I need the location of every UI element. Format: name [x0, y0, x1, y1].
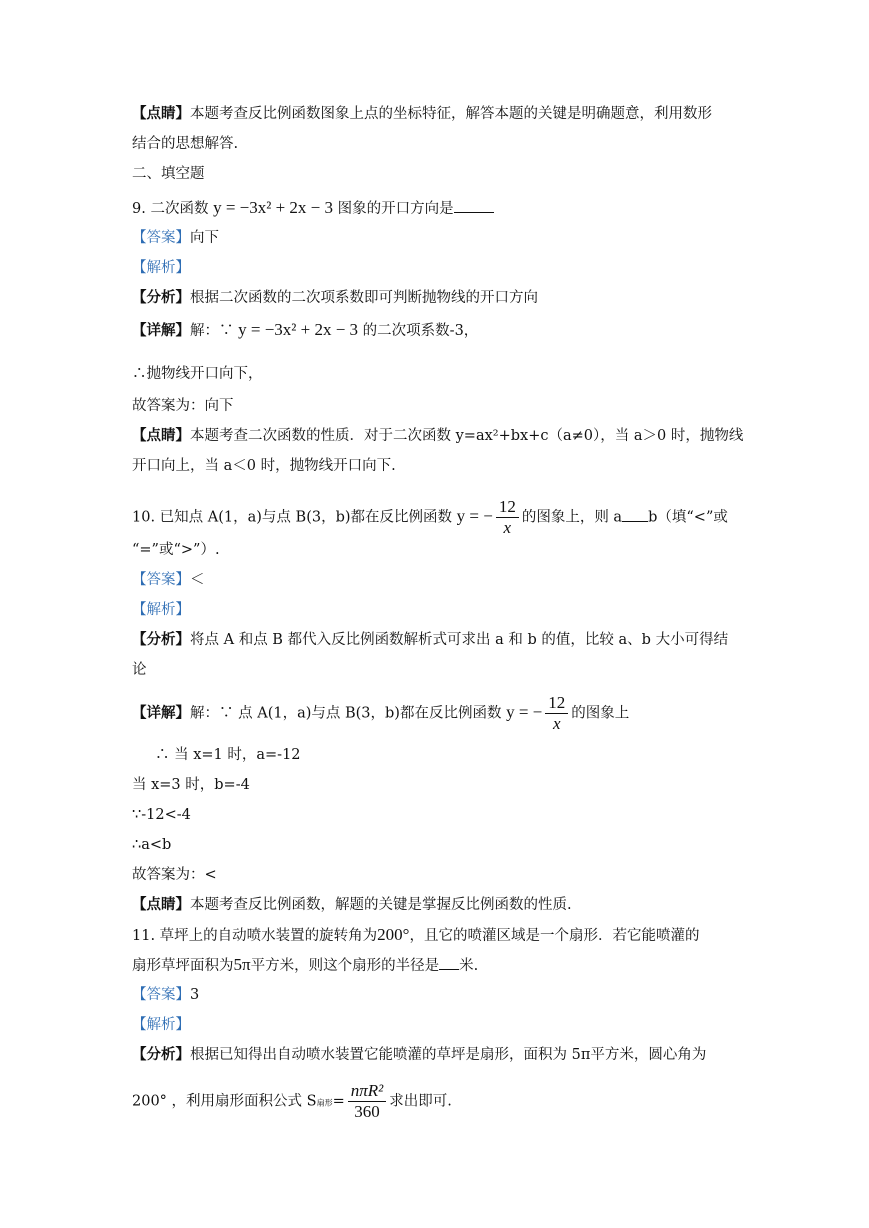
dianjing-line: 【点睛】本题考查反比例函数，解题的关键是掌握反比例函数的性质. [132, 896, 572, 913]
answer-blank [439, 955, 459, 970]
formula: y = −3x² + 2x − 3 [213, 198, 334, 217]
text-line: ∴ 当 x=1 时，a=-12 [155, 747, 301, 763]
text-line: 扇形草坪面积为5π平方米，则这个扇形的半径是 米. [132, 955, 479, 974]
answer-line: 【答案】向下 [132, 230, 219, 246]
text-line: 开口向上，当 a＜0 时，抛物线开口向下. [132, 458, 396, 474]
answer-line: 【答案】＜ [132, 572, 205, 588]
analysis-tag: 【解析】 [132, 602, 190, 618]
text-line: 【点睛】本题考查反比例函数图象上点的坐标特征，解答本题的关键是明确题意，利用数形 [132, 105, 712, 122]
answer-line: 【答案】3 [132, 987, 200, 1003]
fenxi-line: 【分析】根据已知得出自动喷水装置它能喷灌的草坪是扇形，面积为 5π平方米，圆心角为 [132, 1046, 707, 1063]
text-line: 故答案为：向下 [132, 398, 234, 414]
detail-line: 【详解】解：∵ 点 A(1，a)与点 B(3，b)都在反比例函数 y = − $\frac{12}{x}$ 的图象上 [132, 693, 630, 733]
text-line: ∴抛物线开口向下， [132, 366, 263, 382]
text-line: ∵-12<-4 [132, 807, 191, 823]
fenxi-line: 【分析】将点 A 和点 B 都代入反比例函数解析式可求出 a 和 b 的值，比较 a、b 大小可得结 [132, 631, 729, 648]
analysis-tag: 【解析】 [132, 1017, 190, 1033]
fraction: $\frac{\text{nπR²}}{360}$ [348, 1081, 387, 1122]
fraction: $\frac{12}{x}$ [496, 497, 519, 538]
question-9: 9. 二次函数 y = −3x² + 2x − 3 图象的开口方向是 [132, 198, 739, 219]
text-line: 论 [132, 662, 147, 678]
text-line: 当 x=3 时，b=-4 [132, 777, 250, 793]
analysis-tag: 【解析】 [132, 260, 190, 276]
text-line: 结合的思想解答. [132, 136, 239, 152]
formula-line: 200° ，利用扇形面积公式 S扇形= $\frac{\text{nπR²}}{360}$ 求出即可. [132, 1081, 452, 1121]
question-10: 10. 已知点 A(1，a)与点 B(3，b)都在反比例函数 y = − $\frac{12}{x}$ 的图象上，则 a b（填“<”或 [132, 497, 728, 537]
question-11: 11. 草坪上的自动喷水装置的旋转角为200°，且它的喷灌区域是一个扇形．若它能喷灌的 [132, 925, 700, 944]
fenxi-line: 【分析】根据二次函数的二次项系数即可判断抛物线的开口方向 [132, 289, 538, 306]
fraction: $\frac{12}{x}$ [545, 693, 568, 734]
formula: y = −3x² + 2x − 3 [238, 320, 359, 339]
text-line: 故答案为：< [132, 867, 217, 883]
dianjing-line: 【点睛】本题考查二次函数的性质．对于二次函数 y=ax²+bx+c（a≠0），当 a＞0 时，抛物线 [132, 427, 744, 444]
detail-line: 【详解】解：∵ y = −3x² + 2x − 3 的二次项系数-3， [132, 320, 479, 339]
answer-blank [622, 507, 648, 522]
section-heading: 二、填空题 [132, 166, 205, 182]
text-line: “=”或“>”）. [132, 542, 220, 558]
answer-blank [454, 198, 494, 213]
text-line: ∴a<b [132, 837, 172, 853]
dianjing-tag: 【点睛】 [132, 105, 190, 122]
answer-tag: 【答案】 [132, 230, 190, 246]
